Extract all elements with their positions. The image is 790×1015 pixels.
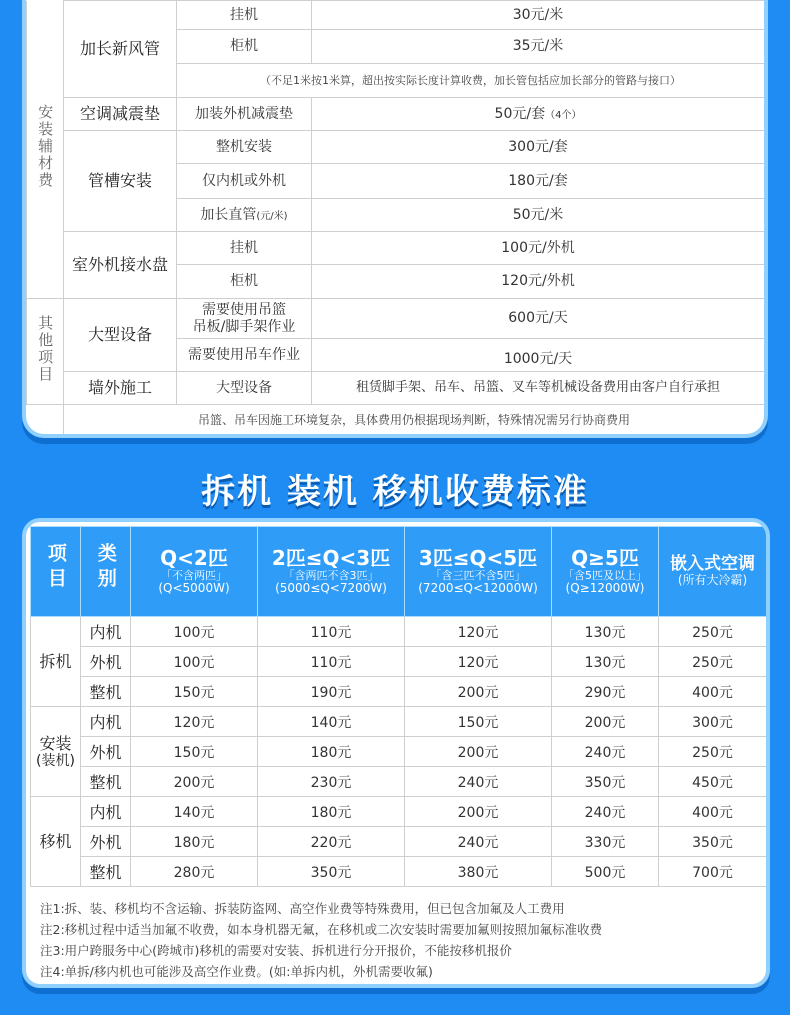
price-cell: 150元 [131,737,258,767]
category-cell: 外机 [81,827,131,857]
header-sub: (Q<5000W) [158,581,230,596]
exterior-price: 租赁脚手架、吊车、吊篮、叉车等机械设备费用由客户自行承担 [312,372,765,405]
category-cell: 外机 [81,647,131,677]
header-col-4 [552,527,659,617]
price-cell: 250元 [659,737,767,767]
price-cell: 450元 [659,767,767,797]
table-row [31,857,767,887]
note-line: 注1:拆、装、移机均不含运输、拆装防盗网、高空作业费等特殊费用，但已包含加氟及人工费用 [40,901,565,916]
note-line: 注3:用户跨服务中心(跨城市)移机的需要对安装、拆机进行分开报价，不能按移机报价 [40,943,512,958]
category-cell: 整机 [81,767,131,797]
group-label-sub: (装机) [36,752,75,769]
price-cell: 350元 [552,767,659,797]
price-cell: 200元 [405,797,552,827]
large-equipment-type-line1: 需要使用吊篮 [202,301,286,318]
price-cell: 200元 [131,767,258,797]
price-cell: 400元 [659,797,767,827]
table-row [31,737,767,767]
price-table [30,526,767,887]
price-cell: 100元 [131,647,258,677]
large-equipment-label: 大型设备 [64,299,177,372]
group1-text: 安装辅材费 [36,104,55,190]
price-cell: 200元 [405,677,552,707]
price-cell: 250元 [659,647,767,677]
header-title: Q<2匹 [160,545,228,570]
price-cell: 150元 [405,707,552,737]
exterior-label: 墙外施工 [64,372,177,405]
group-label: 拆机 [31,617,81,707]
price-cell: 240元 [552,737,659,767]
notes-block [40,898,760,982]
trunking-type: 整机安装 [177,131,312,164]
drain-pan-label: 室外机接水盘 [64,232,177,299]
damper-label: 空调减震垫 [64,98,177,131]
note-line: 注4:单拆/移内机也可能涉及高空作业费。(如:单拆内机，外机需要收氟) [40,964,433,979]
large-equipment-type [177,299,312,339]
price-cell: 240元 [405,827,552,857]
table-row [31,617,767,647]
price-cell: 220元 [258,827,405,857]
price-cell: 110元 [258,617,405,647]
damper-type: 加装外机减震垫 [177,98,312,131]
table-row [31,707,767,737]
ext-pipe-note: （不足1米按1米算，超出按实际长度计算收费，加长管包括应加长部分的管路与接口） [177,64,765,98]
header-col-2 [258,527,405,617]
category-cell: 内机 [81,797,131,827]
header-item [31,527,81,617]
header-sub: (Q≥12000W) [565,581,645,596]
price-cell: 240元 [405,767,552,797]
trunking-price: 180元/套 [312,164,765,199]
header-col-5 [659,527,767,617]
price-cell: 180元 [258,797,405,827]
header-category-text: 类别 [94,543,117,594]
category-cell: 内机 [81,707,131,737]
price-cell: 180元 [258,737,405,767]
price-cell: 200元 [405,737,552,767]
price-cell: 300元 [659,707,767,737]
damper-price-value: 50元/套 [494,105,546,122]
ext-pipe-label: 加长新风管 [64,1,177,98]
trunking-price: 300元/套 [312,131,765,164]
header-sub: (7200≤Q<12000W) [418,581,538,596]
price-cell: 150元 [131,677,258,707]
price-cell: 500元 [552,857,659,887]
group-label: 移机 [31,797,81,887]
price-cell: 130元 [552,617,659,647]
drain-pan-type: 挂机 [177,232,312,265]
header-col-1 [131,527,258,617]
price-cell: 240元 [552,797,659,827]
price-cell: 130元 [552,647,659,677]
price-cell: 280元 [131,857,258,887]
header-title: 3匹≤Q<5匹 [418,545,538,570]
drain-pan-price: 100元/外机 [312,232,765,265]
header-item-text: 项目 [44,543,67,594]
other-items-table [26,298,765,435]
header-sub: (所有大冷霸) [677,573,748,588]
category-cell: 外机 [81,737,131,767]
price-cell: 110元 [258,647,405,677]
trunking-price: 50元/米 [312,199,765,232]
price-cell: 250元 [659,617,767,647]
trunking-type-text: 加长直管 [200,206,257,223]
trunking-label: 管槽安装 [64,131,177,232]
trunking-type-unit: (元/米) [256,210,288,222]
price-cell: 380元 [405,857,552,887]
header-sub: 「含两匹不含3匹」 [283,568,379,582]
group-label-other [27,299,64,405]
top-footnote: 吊篮、吊车因施工环境复杂，具体费用仍根据现场判断，特殊情况需另行协商费用 [64,405,765,435]
price-standard-card [22,518,770,988]
header-sub: 「含5匹及以上」 [563,568,647,582]
header-title: 嵌入式空调 [670,553,755,574]
price-cell: 190元 [258,677,405,707]
price-cell: 140元 [131,797,258,827]
price-cell: 120元 [405,647,552,677]
group-label-install-materials [27,1,64,299]
table-row [31,767,767,797]
header-sub: 「含三匹不含5匹」 [430,568,526,582]
header-title: Q≥5匹 [571,545,639,570]
category-cell: 内机 [81,617,131,647]
drain-pan-type: 柜机 [177,265,312,299]
price-cell: 350元 [258,857,405,887]
price-cell: 700元 [659,857,767,887]
price-cell: 120元 [131,707,258,737]
footnote-spacer [27,405,64,435]
ext-pipe-type: 柜机 [177,30,312,64]
damper-price [312,98,765,131]
trunking-type: 仅内机或外机 [177,164,312,199]
drain-pan-price: 120元/外机 [312,265,765,299]
large-equipment-type: 需要使用吊车作业 [177,339,312,372]
table-row [31,827,767,857]
price-cell: 350元 [659,827,767,857]
price-cell: 140元 [258,707,405,737]
header-category [81,527,131,617]
large-equipment-price: 600元/天 [312,299,765,339]
price-cell: 200元 [552,707,659,737]
header-title: 2匹≤Q<3匹 [271,545,391,570]
group-label-main: 安装 [39,733,72,753]
price-cell: 330元 [552,827,659,857]
price-cell: 100元 [131,617,258,647]
price-cell: 400元 [659,677,767,707]
large-equipment-price: 1000元/天 [312,339,765,372]
ext-pipe-price: 35元/米 [312,30,765,64]
note-line: 注2:移机过程中适当加氟不收费，如本身机器无氟，在移机或二次安装时需要加氟则按照加氟标准收费 [40,922,603,937]
trunking-type [177,199,312,232]
header-col-3 [405,527,552,617]
ext-pipe-price: 30元/米 [312,1,765,30]
materials-table [26,0,765,299]
table-row [31,797,767,827]
damper-price-note: （4个） [545,109,582,121]
exterior-type: 大型设备 [177,372,312,405]
price-cell: 180元 [131,827,258,857]
header-sub: 「不含两匹」 [161,568,227,582]
price-cell: 230元 [258,767,405,797]
table-row [31,677,767,707]
ext-pipe-type: 挂机 [177,1,312,30]
group-label [31,707,81,797]
category-cell: 整机 [81,677,131,707]
group2-text: 其他项目 [36,314,55,383]
header-sub: (5000≤Q<7200W) [275,581,387,596]
page-title: 拆机 装机 移机收费标准 [201,472,589,512]
install-materials-card [22,0,768,438]
price-cell: 290元 [552,677,659,707]
price-cell: 120元 [405,617,552,647]
large-equipment-type-line2: 吊板/脚手架作业 [192,318,296,335]
table-row [31,647,767,677]
category-cell: 整机 [81,857,131,887]
